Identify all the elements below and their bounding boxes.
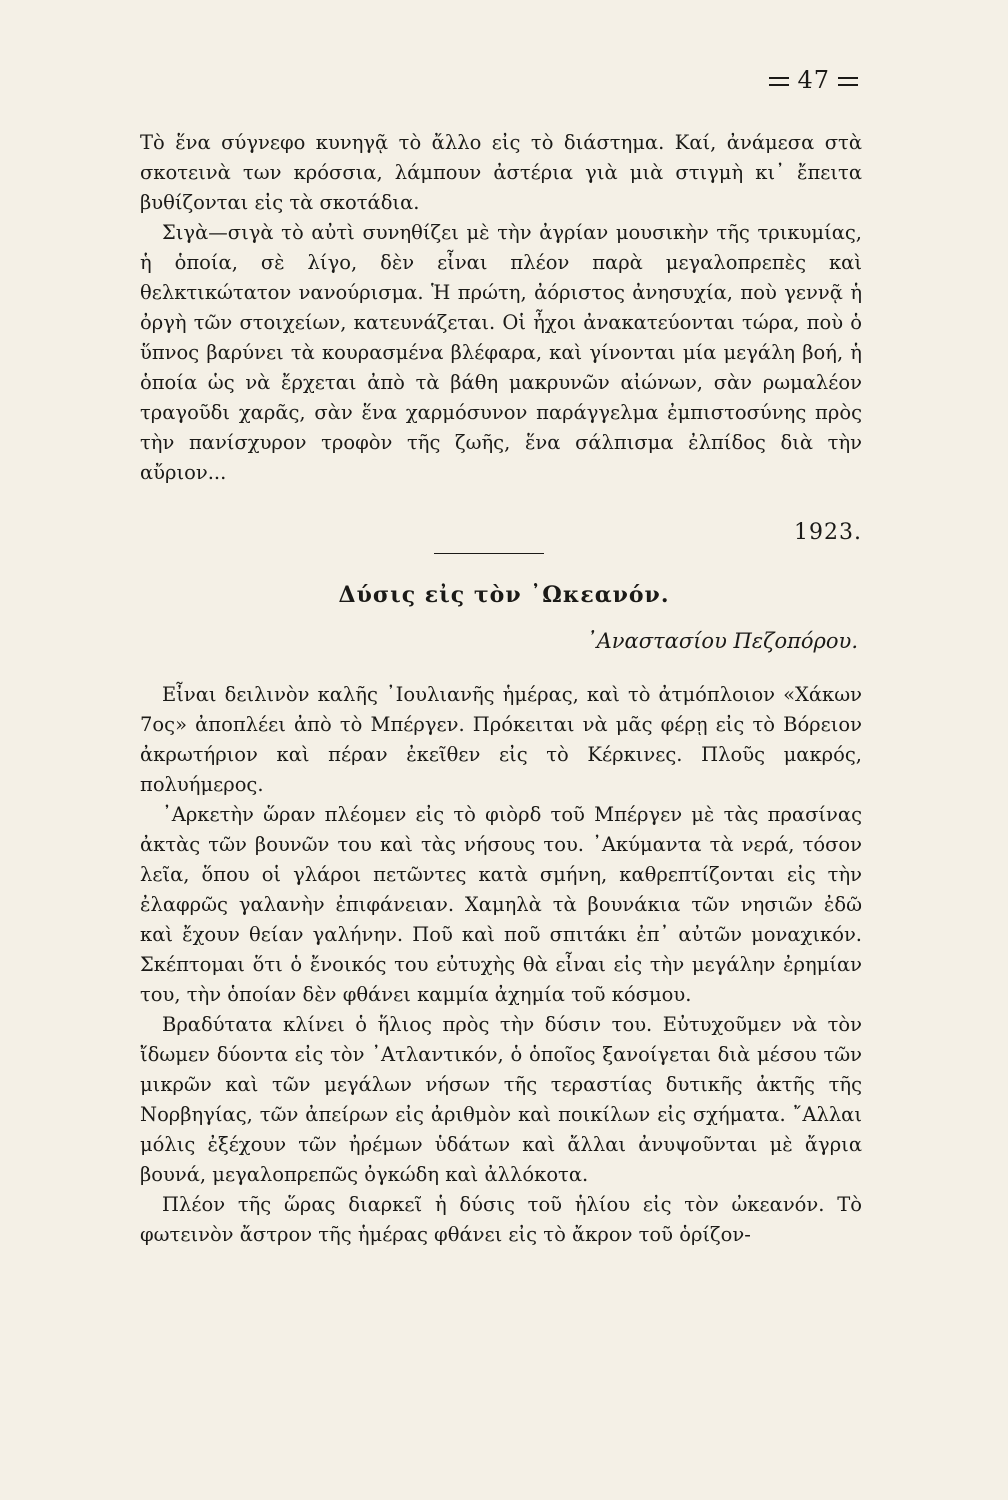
article-paragraph: Εἶναι δειλινὸν καλῆς ᾿Ιουλιανῆς ἡμέρας, καὶ τὸ ἀτμόπλοιον «Χάκων 7ος» ἀποπλέει ἀπὸ τὸ Μπέργεν. Πρόκειται νὰ μᾶς φέρῃ εἰς τὸ Βόρειον ἀκρωτήριον καὶ πέραν ἐκεῖθεν εἰς τὸ Κέρκινες. Πλοῦς μακρός, πολυήμερος. — [140, 683, 862, 796]
article-paragraph: Πλέον τῆς ὥρας διαρκεῖ ἡ δύσις τοῦ ἡλίου εἰς τὸν ὠκεανόν. Τὸ φωτεινὸν ἄστρον τῆς ἡμέρας φθάνει εἰς τὸ ἄκρον τοῦ ὁρίζον- — [140, 1193, 862, 1246]
article-paragraph: Βραδύτατα κλίνει ὁ ἥλιος πρὸς τὴν δύσιν του. Εὐτυχοῦμεν νὰ τὸν ἴδωμεν δύοντα εἰς τὸν ᾿Ατλαντικόν, ὁ ὁποῖος ξανοίγεται διὰ μέσου τῶν μικρῶν καὶ τῶν μεγάλων νήσων τῆς τεραστίας δυτικῆς ἀκτῆς τῆς Νορβηγίας, τῶν ἀπείρων εἰς ἀριθμὸν καὶ ποικίλων εἰς σχήματα. ῎Αλλαι μόλις ἐξέχουν τῶν ἠρέμων ὑδάτων καὶ ἄλλαι ἀνυψοῦνται μὲ ἄγρια βουνά, μεγαλοπρεπῶς ὀγκώδη καὶ ἀλλόκοτα. — [140, 1013, 862, 1186]
article-author: ᾿Αναστασίου Πεζοπόρου. — [586, 629, 858, 653]
section-separator — [434, 553, 544, 554]
top-paragraph: Σιγὰ—σιγὰ τὸ αὐτὶ συνηθίζει μὲ τὴν ἀγρίαν μουσικὴν τῆς τρικυμίας, ἡ ὁποία, σὲ λίγο, δὲν εἶναι πλέον παρὰ μεγαλοπρεπὲς καὶ θελκτικώτατον νανούρισμα. Ἡ πρώτη, ἀόριστος ἀνησυχία, ποὺ γεννᾷ ἡ ὀργὴ τῶν στοιχείων, κατευνάζεται. Οἱ ἦχοι ἀνακατεύονται τώρα, ποὺ ὁ ὕπνος βαρύνει τὰ κουρασμένα βλέφαρα, καὶ γίνονται μία μεγάλη βοή, ἡ ὁποία ὡς νὰ ἔρχεται ἀπὸ τὰ βάθη μακρυνῶν αἰώνων, σὰν ρωμαλέον τραγοῦδι χαρᾶς, σὰν ἕνα χαρμόσυνον παράγγελμα ἐμπιστοσύνης πρὸς τὴν πανίσχυρον τροφὸν τῆς ζωῆς, ἕνα σάλπισμα ἐλπίδος διὰ τὴν αὔριον... — [140, 221, 862, 484]
top-paragraph: Τὸ ἕνα σύγνεφο κυνηγᾷ τὸ ἄλλο εἰς τὸ διάστημα. Καί, ἀνάμεσα στὰ σκοτεινὰ των κρόσσια, λάμπουν ἀστέρια γιὰ μιὰ στιγμὴ κι᾿ ἔπειτα βυθίζονται εἰς τὰ σκοτάδια. — [140, 131, 862, 214]
article-paragraph: ᾿Αρκετὴν ὥραν πλέομεν εἰς τὸ φιὸρδ τοῦ Μπέργεν μὲ τὰς πρασίνας ἀκτὰς τῶν βουνῶν του καὶ τὰς νήσους του. ᾿Ακύμαντα τὰ νερά, τόσον λεῖα, ὅπου οἱ γλάροι πετῶντες κατὰ σμήνη, καθρεπτίζονται εἰς τὴν ἐλαφρῶς γαλανὴν ἐπιφάνειαν. Χαμηλὰ τὰ βουνάκια τῶν νησιῶν ἐδῶ καὶ ἔχουν θείαν γαλήνην. Ποῦ καὶ ποῦ σπιτάκι ἐπ᾿ αὐτῶν μοναχικόν. Σκέπτομαι ὅτι ὁ ἔνοικός του εὐτυχὴς θὰ εἶναι εἰς τὴν μεγάλην ἐρημίαν του, τὴν ὁποίαν δὲν φθάνει καμμία ἀχημία τοῦ κόσμου. — [140, 803, 862, 1006]
date-line: 1923. — [794, 520, 862, 545]
top-text-block — [140, 128, 862, 488]
page-header — [769, 66, 858, 94]
page-number: 47 — [797, 66, 830, 94]
header-rule-left — [769, 77, 789, 86]
article-text-block — [140, 680, 862, 1250]
article-title: Δύσις εἰς τὸν ᾿Ωκεανόν. — [338, 582, 670, 608]
header-rule-right — [838, 77, 858, 86]
